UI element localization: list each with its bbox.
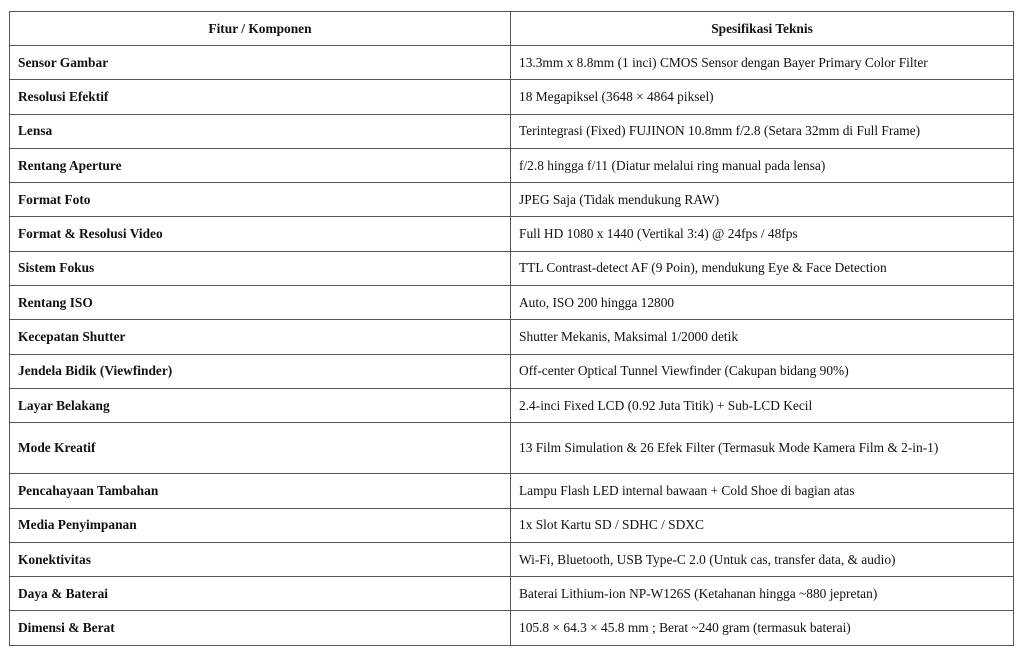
feature-cell: Format Foto [10,183,511,217]
feature-cell: Sistem Fokus [10,251,511,285]
table-row [10,183,1014,217]
table-row [10,388,1014,422]
table-row [10,320,1014,354]
table-row [10,114,1014,148]
table-row [10,474,1014,508]
spec-cell: Terintegrasi (Fixed) FUJINON 10.8mm f/2.8 (Setara 32mm di Full Frame) [511,114,1014,148]
table-row [10,354,1014,388]
feature-cell: Sensor Gambar [10,46,511,80]
table-row [10,80,1014,114]
feature-cell: Kecepatan Shutter [10,320,511,354]
feature-cell: Layar Belakang [10,388,511,422]
table-row [10,286,1014,320]
feature-cell: Konektivitas [10,542,511,576]
spec-cell: 18 Megapiksel (3648 × 4864 piksel) [511,80,1014,114]
feature-cell: Format & Resolusi Video [10,217,511,251]
spec-cell: Auto, ISO 200 hingga 12800 [511,286,1014,320]
feature-cell: Pencahayaan Tambahan [10,474,511,508]
table-row [10,251,1014,285]
spec-cell: 2.4-inci Fixed LCD (0.92 Juta Titik) + Sub-LCD Kecil [511,388,1014,422]
spec-cell: 13.3mm x 8.8mm (1 inci) CMOS Sensor dengan Bayer Primary Color Filter [511,46,1014,80]
feature-cell: Jendela Bidik (Viewfinder) [10,354,511,388]
spec-cell: 1x Slot Kartu SD / SDHC / SDXC [511,508,1014,542]
table-row [10,148,1014,182]
table-row [10,577,1014,611]
table-row [10,508,1014,542]
table-header-row [10,12,1014,46]
feature-cell: Media Penyimpanan [10,508,511,542]
column-header-spec: Spesifikasi Teknis [511,12,1014,46]
spec-cell: JPEG Saja (Tidak mendukung RAW) [511,183,1014,217]
spec-cell: f/2.8 hingga f/11 (Diatur melalui ring manual pada lensa) [511,148,1014,182]
feature-cell: Dimensi & Berat [10,611,511,645]
table-row [10,542,1014,576]
spec-table [9,11,1014,646]
feature-cell: Rentang Aperture [10,148,511,182]
spec-cell: Off-center Optical Tunnel Viewfinder (Cakupan bidang 90%) [511,354,1014,388]
spec-cell: Wi-Fi, Bluetooth, USB Type-C 2.0 (Untuk cas, transfer data, & audio) [511,542,1014,576]
column-header-feature: Fitur / Komponen [10,12,511,46]
spec-cell: 105.8 × 64.3 × 45.8 mm ; Berat ~240 gram (termasuk baterai) [511,611,1014,645]
spec-cell: Full HD 1080 x 1440 (Vertikal 3:4) @ 24fps / 48fps [511,217,1014,251]
feature-cell: Lensa [10,114,511,148]
spec-cell: Shutter Mekanis, Maksimal 1/2000 detik [511,320,1014,354]
feature-cell: Mode Kreatif [10,423,511,474]
table-row [10,217,1014,251]
spec-cell: Lampu Flash LED internal bawaan + Cold Shoe di bagian atas [511,474,1014,508]
feature-cell: Rentang ISO [10,286,511,320]
spec-cell: Baterai Lithium-ion NP-W126S (Ketahanan hingga ~880 jepretan) [511,577,1014,611]
feature-cell: Daya & Baterai [10,577,511,611]
table-row [10,423,1014,474]
feature-cell: Resolusi Efektif [10,80,511,114]
spec-cell: 13 Film Simulation & 26 Efek Filter (Termasuk Mode Kamera Film & 2-in-1) [511,423,1014,474]
table-row [10,46,1014,80]
spec-table-container [9,11,1013,646]
table-row [10,611,1014,645]
spec-cell: TTL Contrast-detect AF (9 Poin), mendukung Eye & Face Detection [511,251,1014,285]
